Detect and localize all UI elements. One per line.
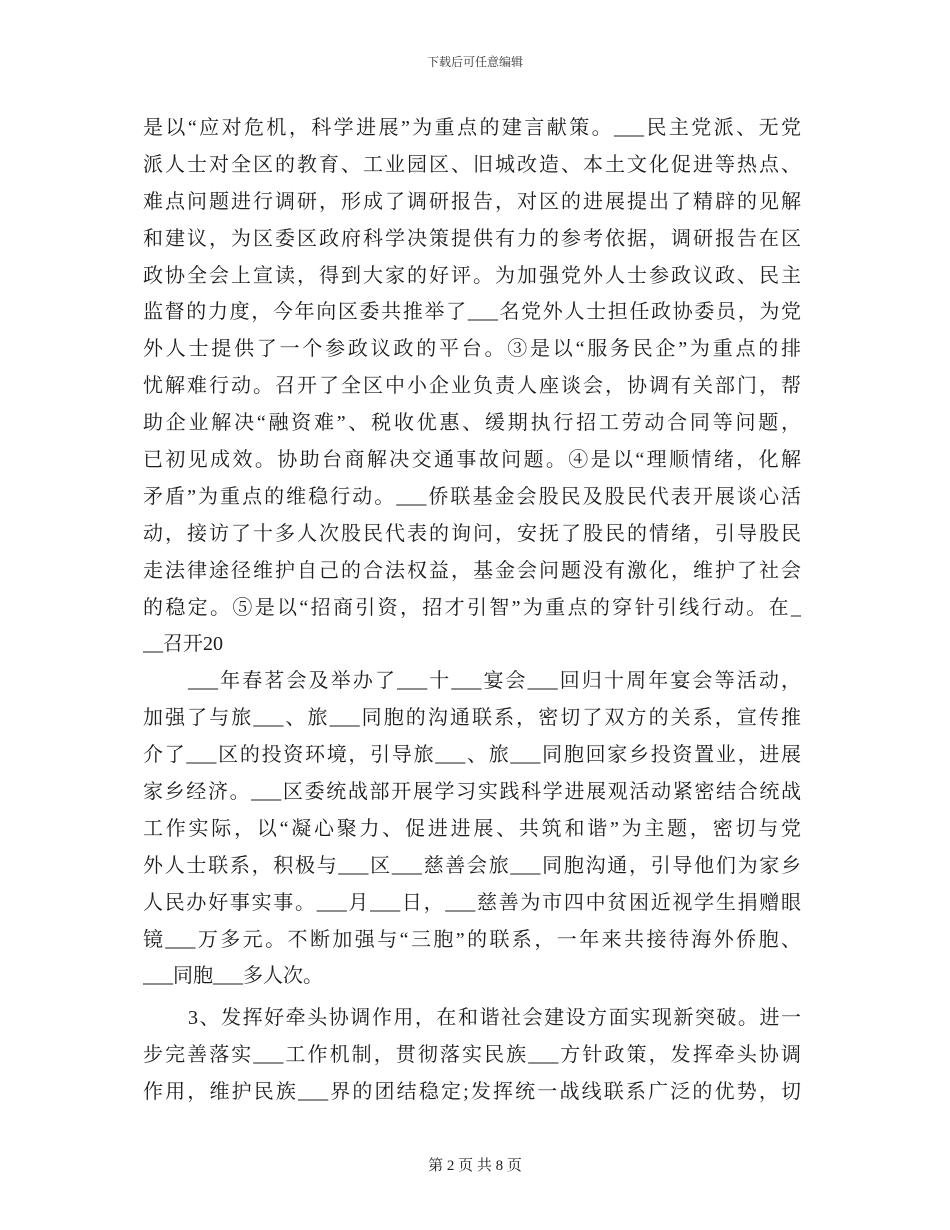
text-line: 家乡经济。___区委统战部开展学习实践科学进展观活动紧密结合统战 [143,781,801,804]
text-line: 3、发挥好牵头协调作用，在和谐社会建设方面实现新突破。进一 [188,1007,801,1030]
text-line: ___年春茗会及举办了___十___宴会___回归十周年宴会等活动， [188,670,801,693]
text-line: 政协全会上宣读，得到大家的好评。为加强党外人士参政议政、民主 [143,264,801,287]
text-line: 外人士提供了一个参政议政的平台。③是以“服务民企”为重点的排 [143,338,801,361]
text-line: 是以“应对危机，科学进展”为重点的建言献策。___民主党派、无党 [143,117,801,139]
paragraph [143,1000,801,1111]
text-line: 的稳定。⑤是以“招商引资，招才引智”为重点的穿针引线行动。在_ [143,596,801,619]
text-line: 矛盾”为重点的维稳行动。___侨联基金会股民及股民代表开展谈心活 [143,485,801,508]
text-line: 和建议，为区委区政府科学决策提供有力的参考依据，调研报告在区 [143,227,801,250]
text-line: 忧解难行动。召开了全区中小企业负责人座谈会，协调有关部门，帮 [143,375,801,398]
text-line: 步完善落实___工作机制，贯彻落实民族___方针政策，发挥牵头协调 [143,1044,801,1067]
text-line: __召开20 [143,633,223,656]
text-line: 人民办好事实事。___月___日，___慈善为市四中贫困近视学生捐赠眼 [143,891,801,914]
text-line: 外人士联系，积极与___区___慈善会旅___同胞沟通，引导他们为家乡 [143,854,801,877]
text-line: 动，接访了十多人次股民代表的询问，安抚了股民的情绪，引导股民 [143,522,801,545]
paragraph [143,110,801,663]
text-line: 派人士对全区的教育、工业园区、旧城改造、本土文化促进等热点、 [143,153,801,176]
text-line: 难点问题进行调研，形成了调研报告，对区的进展提出了精辟的见解 [143,190,801,213]
document-body [143,110,801,1111]
page-footer: 第 2 页 共 8 页 [428,1158,522,1174]
header-note: 下载后可任意编辑 [426,55,523,69]
text-line: 加强了与旅___、旅___同胞的沟通联系，密切了双方的关系，宣传推 [143,707,801,730]
text-line: 监督的力度，今年向区委共推举了___名党外人士担任政协委员，为党 [143,301,801,324]
text-line: 助企业解决“融资难”、税收优惠、缓期执行招工劳动合同等问题， [143,412,801,435]
text-line: 走法律途径维护自己的合法权益，基金会问题没有激化，维护了社会 [143,559,801,582]
text-line: ___同胞___多人次。 [143,965,323,988]
text-line: 作用，维护民族___界的团结稳定;发挥统一战线联系广泛的优势，切 [143,1081,801,1104]
text-line: 介了___区的投资环境，引导旅___、旅___同胞回家乡投资置业，进展 [143,744,801,767]
text-line: 镜___万多元。不断加强与“三胞”的联系，一年来共接待海外侨胞、 [143,928,801,951]
paragraph [143,663,801,995]
text-line: 已初见成效。协助台商解决交通事故问题。④是以“理顺情绪，化解 [143,449,801,472]
text-line: 工作实际，以“凝心聚力、促进进展、共筑和谐”为主题，密切与党 [143,817,801,840]
